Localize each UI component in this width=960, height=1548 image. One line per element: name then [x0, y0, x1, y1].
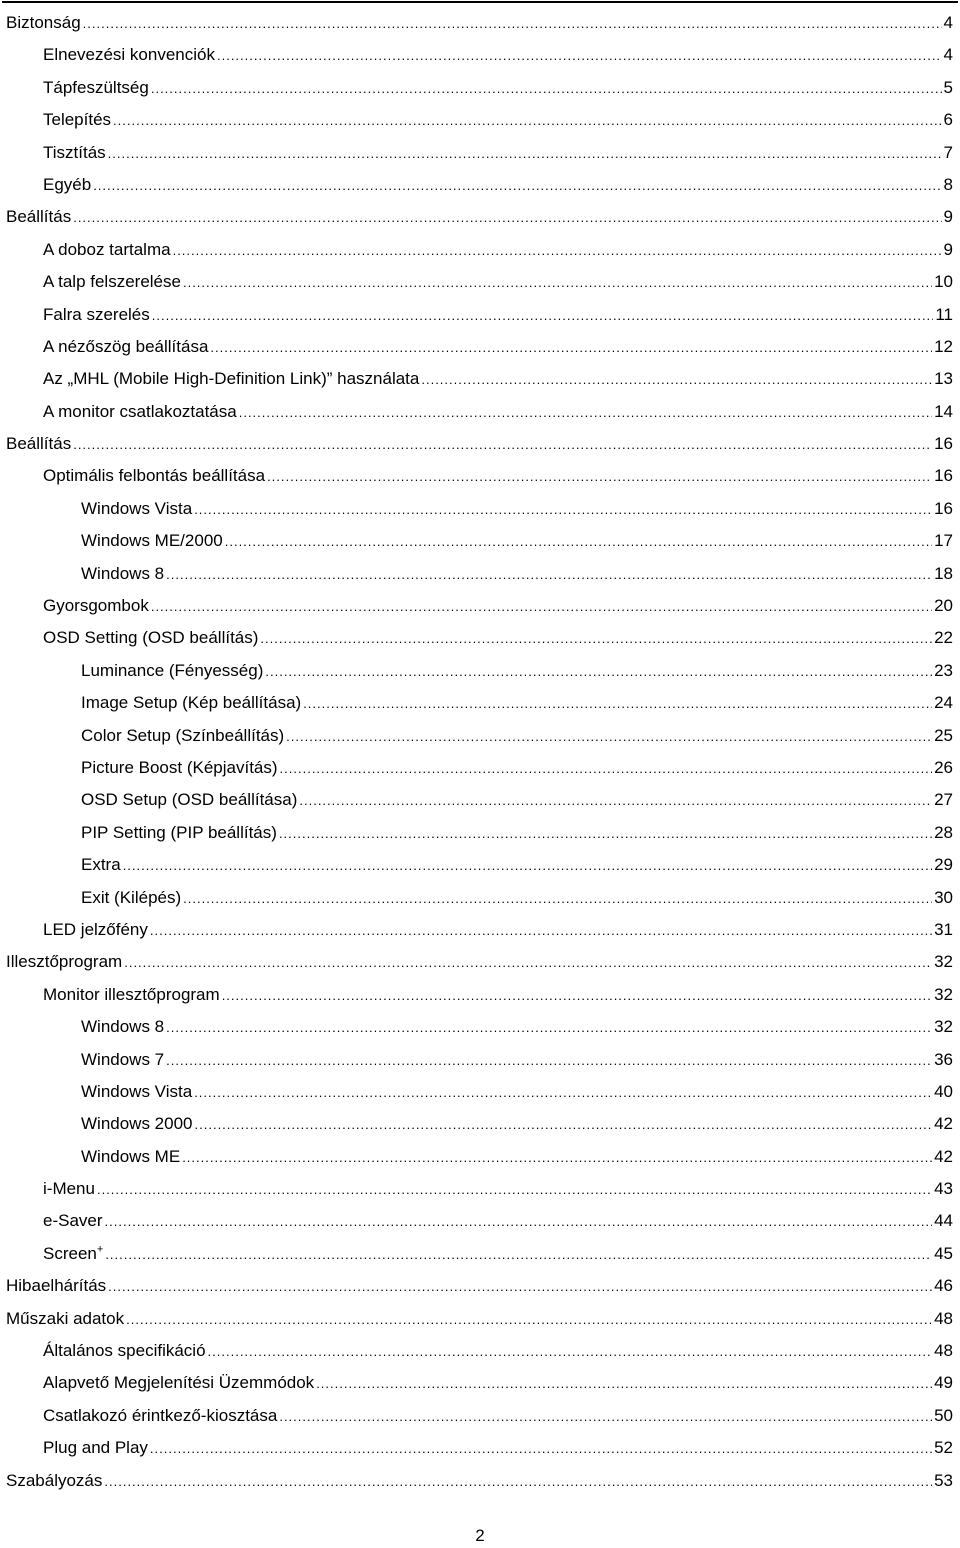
toc-entry-title: A talp felszerelése	[43, 272, 181, 292]
toc-dot-leader	[225, 526, 932, 558]
toc-entry-title: Beállítás	[6, 434, 72, 454]
toc-entry-title: Az „MHL (Mobile High-Definition Link)” használata	[43, 369, 420, 389]
toc-entry[interactable]	[0, 1108, 960, 1140]
toc-entry-title: Beállítás	[6, 207, 72, 227]
toc-entry-title: Csatlakozó érintkező-kiosztása	[43, 1405, 278, 1425]
toc-dot-leader	[303, 688, 932, 720]
toc-entry-page: 28	[934, 822, 953, 842]
toc-entry-title: Color Setup (Színbeállítás)	[81, 725, 285, 745]
toc-dot-leader	[279, 818, 932, 850]
toc-dot-leader	[267, 461, 932, 493]
toc-entry-title: Telepítés	[43, 110, 112, 130]
toc-dot-leader	[166, 559, 932, 591]
toc-entry-page: 36	[934, 1049, 953, 1069]
toc-entry-title: Egyéb	[43, 174, 92, 194]
toc-dot-leader	[124, 947, 932, 979]
toc-entry[interactable]	[0, 428, 960, 460]
toc-entry[interactable]	[0, 979, 960, 1011]
toc-dot-leader	[260, 623, 932, 655]
toc-dot-leader	[113, 105, 941, 137]
toc-entry-page: 16	[934, 434, 953, 454]
toc-entry-title: Extra	[81, 855, 121, 875]
toc-entry-title: Szabályozás	[6, 1470, 103, 1490]
toc-entry[interactable]	[0, 1465, 960, 1497]
toc-entry-page: 14	[934, 401, 953, 421]
toc-dot-leader	[280, 753, 933, 785]
toc-dot-leader	[150, 1433, 932, 1465]
toc-entry[interactable]	[0, 104, 960, 136]
toc-entry-page: 9	[943, 239, 953, 259]
toc-dot-leader	[210, 332, 932, 364]
toc-entry-page: 24	[934, 693, 953, 713]
toc-entry-page: 46	[934, 1276, 953, 1296]
toc-entry-title: Elnevezési konvenciók	[43, 45, 215, 65]
toc-entry-page: 4	[943, 13, 953, 32]
toc-entry-title: Windows 8	[81, 563, 165, 583]
toc-dot-leader	[150, 915, 932, 947]
toc-entry-page: 42	[934, 1114, 953, 1134]
toc-dot-leader	[152, 300, 934, 332]
toc-entry-title: PIP Setting (PIP beállítás)	[81, 822, 277, 842]
toc-entry-title: Plug and Play	[43, 1438, 148, 1458]
toc-entry-title: Alapvető Megjelenítési Üzemmódok	[43, 1373, 315, 1393]
toc-entry[interactable]	[0, 299, 960, 331]
toc-entry-page: 7	[943, 142, 953, 162]
toc-dot-leader	[194, 494, 932, 526]
toc-dot-leader	[105, 1206, 933, 1238]
toc-entry-title: Windows Vista	[81, 1081, 193, 1101]
toc-entry-page: 43	[934, 1179, 953, 1199]
toc-entry[interactable]	[0, 558, 960, 590]
toc-entry[interactable]	[0, 1400, 960, 1432]
toc-entry[interactable]	[0, 1044, 960, 1076]
toc-entry-page: 44	[934, 1211, 953, 1231]
toc-entry-page: 42	[934, 1146, 953, 1166]
toc-entry-page: 40	[934, 1081, 953, 1101]
toc-entry[interactable]	[0, 882, 960, 914]
toc-entry[interactable]	[0, 655, 960, 687]
toc-entry[interactable]	[0, 590, 960, 622]
toc-entry-title: Általános specifikáció	[43, 1341, 206, 1361]
toc-entry-title: i-Menu	[43, 1179, 95, 1199]
toc-entry[interactable]	[0, 363, 960, 395]
top-rule	[2, 1, 958, 3]
toc-entry-title: Windows 7	[81, 1049, 165, 1069]
toc-entry-title: Windows ME	[81, 1146, 181, 1166]
toc-dot-leader	[123, 850, 932, 882]
toc-entry[interactable]	[0, 137, 960, 169]
toc-dot-leader	[265, 656, 932, 688]
toc-entry-page: 9	[943, 207, 953, 227]
toc-entry-title: Tápfeszültség	[43, 77, 149, 97]
toc-entry-page: 4	[943, 45, 953, 65]
toc-entry[interactable]	[0, 784, 960, 816]
toc-entry[interactable]	[0, 1141, 960, 1173]
toc-dot-leader	[93, 170, 941, 202]
toc-entry-page: 26	[934, 757, 953, 777]
toc-entry-title: A monitor csatlakoztatása	[43, 401, 237, 421]
toc-entry-title: OSD Setting (OSD beállítás)	[43, 628, 259, 648]
toc-entry-title: Exit (Kilépés)	[81, 887, 182, 907]
toc-entry-page: 53	[934, 1470, 953, 1490]
toc-entry[interactable]	[0, 72, 960, 104]
toc-entry-title: e-Saver	[43, 1211, 103, 1231]
toc-entry-page: 49	[934, 1373, 953, 1393]
toc-entry[interactable]	[0, 849, 960, 881]
toc-entry-page: 27	[934, 790, 953, 810]
toc-dot-leader	[73, 202, 941, 234]
toc-entry-page: 8	[943, 174, 953, 194]
toc-dot-leader	[126, 1304, 932, 1336]
toc-entry-page: 12	[934, 336, 953, 356]
toc-dot-leader	[316, 1368, 932, 1400]
toc-dot-leader	[208, 1336, 933, 1368]
toc-entry-page: 16	[934, 466, 953, 486]
toc-entry-title: Image Setup (Kép beállítása)	[81, 693, 302, 713]
toc-entry-page: 10	[934, 272, 953, 292]
toc-entry[interactable]	[0, 1076, 960, 1108]
toc-entry[interactable]	[0, 1238, 960, 1270]
toc-entry-page: 30	[934, 887, 953, 907]
toc-dot-leader	[195, 1109, 933, 1141]
toc-entry[interactable]	[0, 752, 960, 784]
toc-dot-leader	[166, 1045, 932, 1077]
toc-entry-page: 25	[934, 725, 953, 745]
toc-dot-leader	[299, 785, 932, 817]
toc-dot-leader	[151, 591, 932, 623]
toc-entry-title: Windows 8	[81, 1017, 165, 1037]
toc-entry-page: 32	[934, 1017, 953, 1037]
toc-entry[interactable]	[0, 817, 960, 849]
toc-entry[interactable]	[0, 169, 960, 201]
toc-dot-leader	[421, 364, 932, 396]
toc-entry-page: 11	[935, 304, 953, 324]
toc-entry-page: 52	[934, 1438, 953, 1458]
toc-entry-title: A nézőszög beállítása	[43, 336, 209, 356]
toc-dot-leader	[279, 1401, 932, 1433]
toc-dot-leader	[97, 1174, 932, 1206]
toc-entry-title: Gyorsgombok	[43, 596, 149, 616]
toc-entry[interactable]	[0, 396, 960, 428]
toc-entry-title: A doboz tartalma	[43, 239, 171, 259]
toc-entry[interactable]	[0, 493, 960, 525]
toc-entry[interactable]	[0, 1335, 960, 1367]
toc-dot-leader	[217, 40, 942, 72]
toc-entry-page: 31	[934, 919, 953, 939]
toc-dot-leader	[183, 883, 932, 915]
toc-dot-leader	[166, 1012, 932, 1044]
toc-dot-leader	[173, 235, 942, 267]
toc-entry-page: 22	[934, 628, 953, 648]
toc-entry[interactable]	[0, 266, 960, 298]
toc-dot-leader	[108, 1271, 932, 1303]
toc-entry-title: Windows 2000	[81, 1114, 193, 1134]
toc-dot-leader	[183, 267, 932, 299]
toc-entry-page: 32	[934, 952, 953, 972]
toc-dot-leader	[108, 138, 942, 170]
toc-entry-page: 29	[934, 855, 953, 875]
toc-entry-title: LED jelzőfény	[43, 919, 148, 939]
toc-entry-title: Biztonság	[6, 13, 81, 32]
toc-entry[interactable]	[0, 1011, 960, 1043]
toc-entry[interactable]	[0, 1367, 960, 1399]
toc-entry-title: Windows ME/2000	[81, 531, 223, 551]
page-number: 2	[475, 1526, 485, 1545]
toc-entry[interactable]	[0, 946, 960, 978]
toc-dot-leader	[194, 1077, 932, 1109]
toc-entry[interactable]	[0, 331, 960, 363]
toc-entry-page: 48	[934, 1308, 953, 1328]
toc-dot-leader	[105, 1239, 932, 1271]
toc-dot-leader	[151, 73, 942, 105]
toc-entry-title: Monitor illesztőprogram	[43, 984, 220, 1004]
toc-entry-title: Műszaki adatok	[6, 1308, 125, 1328]
toc-entry-title-superscript: +	[96, 1243, 104, 1256]
toc-entry-page: 48	[934, 1341, 953, 1361]
toc-entry[interactable]	[0, 1432, 960, 1464]
toc-entry-page: 16	[934, 498, 953, 518]
toc-entry[interactable]	[0, 914, 960, 946]
toc-entry-page: 13	[934, 369, 953, 389]
toc-entry[interactable]	[0, 1303, 960, 1335]
toc-entry-page: 23	[934, 660, 953, 680]
toc-entry-title: Luminance (Fényesség)	[81, 660, 264, 680]
toc-entry-page: 32	[934, 984, 953, 1004]
toc-entry-title: Optimális felbontás beállítása	[43, 466, 266, 486]
toc-entry-title: Windows Vista	[81, 498, 193, 518]
toc-dot-leader	[104, 1466, 932, 1498]
toc-entry-page: 20	[934, 596, 953, 616]
toc-entry-title: Illesztőprogram	[6, 952, 123, 972]
toc-entry-title: Screen+	[43, 1243, 104, 1263]
toc-dot-leader	[239, 397, 932, 429]
toc-dot-leader	[286, 721, 932, 753]
toc-entry[interactable]	[0, 234, 960, 266]
toc-entry[interactable]	[0, 460, 960, 492]
table-of-contents	[0, 7, 960, 1497]
toc-entry-page: 18	[934, 563, 953, 583]
toc-dot-leader	[73, 429, 932, 461]
toc-dot-leader	[222, 980, 932, 1012]
toc-entry-title: Falra szerelés	[43, 304, 150, 324]
toc-entry[interactable]	[0, 525, 960, 557]
toc-entry-page: 45	[934, 1243, 953, 1263]
toc-entry-page: 17	[934, 531, 953, 551]
toc-entry-title: OSD Setup (OSD beállítása)	[81, 790, 298, 810]
toc-entry[interactable]	[0, 39, 960, 71]
toc-entry[interactable]	[0, 720, 960, 752]
toc-dot-leader	[83, 8, 942, 40]
toc-entry-page: 5	[943, 77, 953, 97]
toc-entry-title: Picture Boost (Képjavítás)	[81, 757, 278, 777]
toc-entry[interactable]	[0, 1205, 960, 1237]
toc-entry[interactable]	[0, 687, 960, 719]
toc-entry[interactable]	[0, 201, 960, 233]
toc-dot-leader	[182, 1142, 932, 1174]
toc-entry-page: 6	[943, 110, 953, 130]
toc-entry-page: 50	[934, 1405, 953, 1425]
toc-entry[interactable]	[0, 7, 960, 39]
toc-entry-title: Tisztítás	[43, 142, 106, 162]
toc-entry[interactable]	[0, 622, 960, 654]
toc-entry[interactable]	[0, 1270, 960, 1302]
toc-entry[interactable]	[0, 1173, 960, 1205]
toc-entry-title: Hibaelhárítás	[6, 1276, 107, 1296]
